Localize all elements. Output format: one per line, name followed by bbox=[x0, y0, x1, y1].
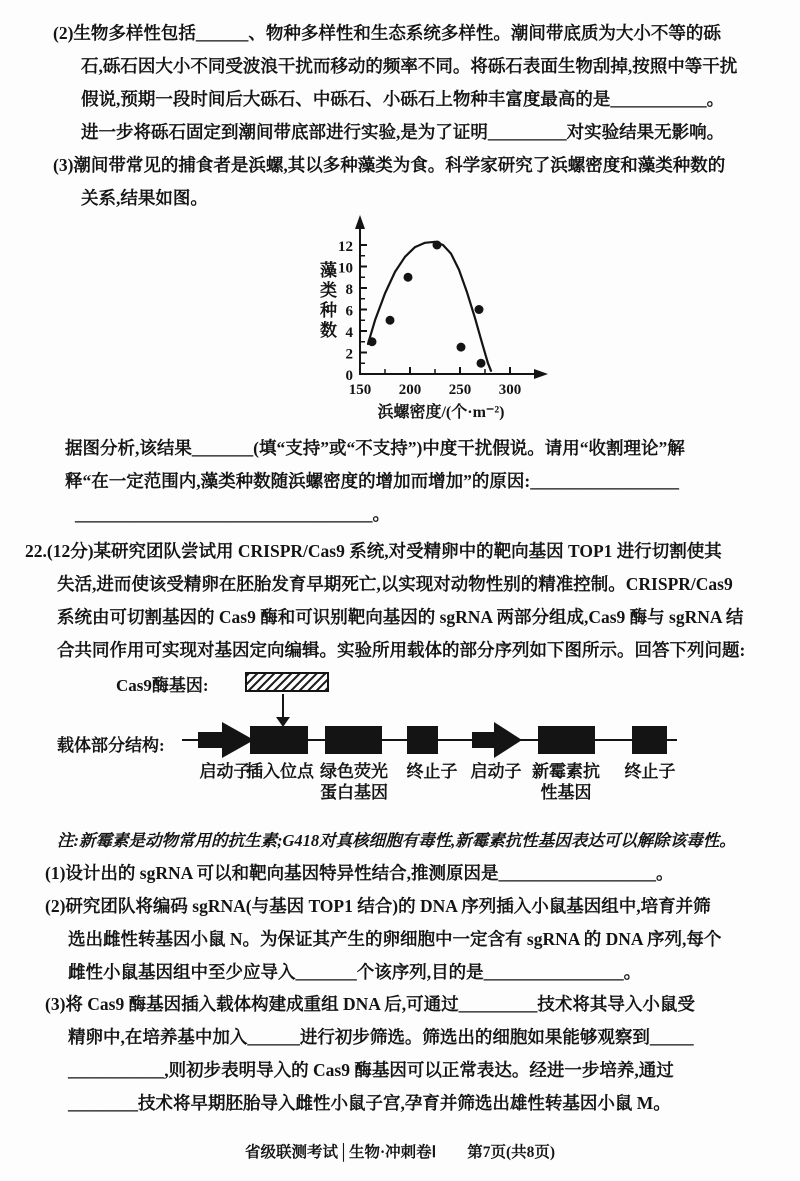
question-22-part3 bbox=[0, 988, 800, 1120]
text-line: (2)研究团队将编码 sgRNA(与基因 TOP1 结合)的 DNA 序列插入小鼠基因组中,培育并筛 bbox=[45, 896, 711, 916]
text-line: 合共同作用可实现对基因定向编辑。实验所用载体的部分序列如下图所示。回答下列问题: bbox=[57, 640, 746, 660]
text-line: (3)将 Cas9 酶基因插入载体构建成重组 DNA 后,可通过_________技术将其导入小鼠受 bbox=[45, 994, 695, 1014]
text-line: 石,砾石因大小不同受波浪干扰而移动的频率不同。将砾石表面生物刮掉,按照中等干扰 bbox=[81, 56, 738, 76]
text-line: (2)生物多样性包括______、物种多样性和生态系统多样性。潮间带底质为大小不等的砾 bbox=[53, 23, 721, 43]
text-line: 进一步将砾石固定到潮间带底部进行实验,是为了证明_________对实验结果无影响。 bbox=[81, 122, 725, 142]
insertion-arrow bbox=[282, 694, 284, 718]
text-line: 选出雌性转基因小鼠 N。为保证其产生的卵细胞中一定含有 sgRNA 的 DNA 序列,每个 bbox=[68, 929, 722, 949]
vector-diagram bbox=[0, 665, 800, 815]
svg-text:0: 0 bbox=[345, 368, 353, 384]
svg-text:300: 300 bbox=[498, 382, 522, 398]
text-line: __________________________________。 bbox=[75, 504, 390, 524]
element-label-gfp-gene: 绿色荧光 蛋白基因 bbox=[320, 762, 388, 802]
chart-y-axis-label: 藻类种数 bbox=[317, 261, 336, 341]
svg-text:2: 2 bbox=[345, 346, 353, 363]
text-line: 释“在一定范围内,藻类种数随浜螺密度的增加而增加”的原因:_________________ bbox=[65, 471, 679, 491]
vector-map-graphic bbox=[180, 721, 680, 763]
question-22-part1 bbox=[0, 857, 800, 890]
page-footer: 省级联测考试│生物·冲刺卷Ⅰ 第7页(共8页) bbox=[244, 1144, 556, 1161]
cas9-gene-hatched-box bbox=[245, 672, 329, 692]
text-line: 据图分析,该结果_______(填“支持”或“不支持”)中度干扰假说。请用“收割理论”解 bbox=[65, 438, 685, 458]
element-label-promoter2: 启动子 bbox=[470, 762, 522, 781]
question-21-part2 bbox=[0, 17, 800, 149]
chart-x-axis-label: 浜螺密度/(个·m⁻²) bbox=[377, 404, 505, 421]
svg-text:200: 200 bbox=[398, 382, 422, 398]
element-label-promoter1: 启动子 bbox=[199, 762, 251, 781]
svg-text:12: 12 bbox=[338, 239, 353, 255]
svg-text:150: 150 bbox=[348, 382, 372, 398]
question-22-note bbox=[0, 828, 800, 854]
element-label-terminator2: 终止子 bbox=[624, 762, 676, 781]
text-line: (3)潮间带常见的捕食者是浜螺,其以多种藻类为食。科学家研究了浜螺密度和藻类种数的 bbox=[53, 155, 726, 175]
text-line: 失活,进而使该受精卵在胚胎发育早期死亡,以实现对动物性别的精准控制。CRISPR/Cas9 bbox=[57, 574, 733, 594]
svg-text:6: 6 bbox=[345, 303, 353, 320]
text-line: 精卵中,在培养基中加入______进行初步筛选。筛选出的细胞如果能够观察到_____ bbox=[68, 1027, 694, 1047]
svg-text:250: 250 bbox=[448, 382, 472, 398]
text-line: 注:新霉素是动物常用的抗生素;G418对真核细胞有毒性,新霉素抗性基因表达可以解除该毒性。 bbox=[57, 831, 736, 850]
vector-structure-label: 载体部分结构: bbox=[57, 736, 165, 755]
text-line: ________技术将早期胚胎导入雌性小鼠子宫,孕育并筛选出雄性转基因小鼠 M。 bbox=[68, 1093, 671, 1113]
element-label-insertion-site: 插入位点 bbox=[246, 762, 314, 781]
element-label-terminator1: 终止子 bbox=[406, 762, 458, 781]
text-line: ___________,则初步表明导入的 Cas9 酶基因可以正常表达。经进一步培养,通过 bbox=[68, 1060, 674, 1080]
svg-text:10: 10 bbox=[338, 260, 353, 277]
element-label-neomycin-gene: 新霉素抗 性基因 bbox=[532, 762, 600, 802]
text-line: 雌性小鼠基因组中至少应导入_______个该序列,目的是________________。 bbox=[68, 962, 642, 982]
text-line: 22.(12分)某研究团队尝试用 CRISPR/Cas9 系统,对受精卵中的靶向基因 TOP1 进行切割使其 bbox=[25, 541, 722, 561]
text-line: 系统由可切割基因的 Cas9 酶和可识别靶向基因的 sgRNA 两部分组成,Cas9 酶与 sgRNA 结 bbox=[57, 607, 744, 627]
svg-text:4: 4 bbox=[345, 325, 353, 341]
question-21-part3 bbox=[0, 149, 800, 215]
question-22-stem bbox=[0, 535, 800, 667]
svg-text:8: 8 bbox=[345, 282, 353, 298]
question-21-analysis bbox=[0, 432, 800, 531]
text-line: 关系,结果如图。 bbox=[81, 188, 208, 208]
question-22-part2 bbox=[0, 890, 800, 989]
text-line: (1)设计出的 sgRNA 可以和靶向基因特异性结合,推测原因是__________________。 bbox=[45, 863, 674, 883]
text-line: 假说,预期一段时间后大砾石、中砾石、小砾石上物种丰富度最高的是___________。 bbox=[81, 89, 725, 109]
algae-limpet-chart bbox=[296, 213, 566, 428]
cas9-gene-label: Cas9酶基因: bbox=[116, 676, 209, 695]
